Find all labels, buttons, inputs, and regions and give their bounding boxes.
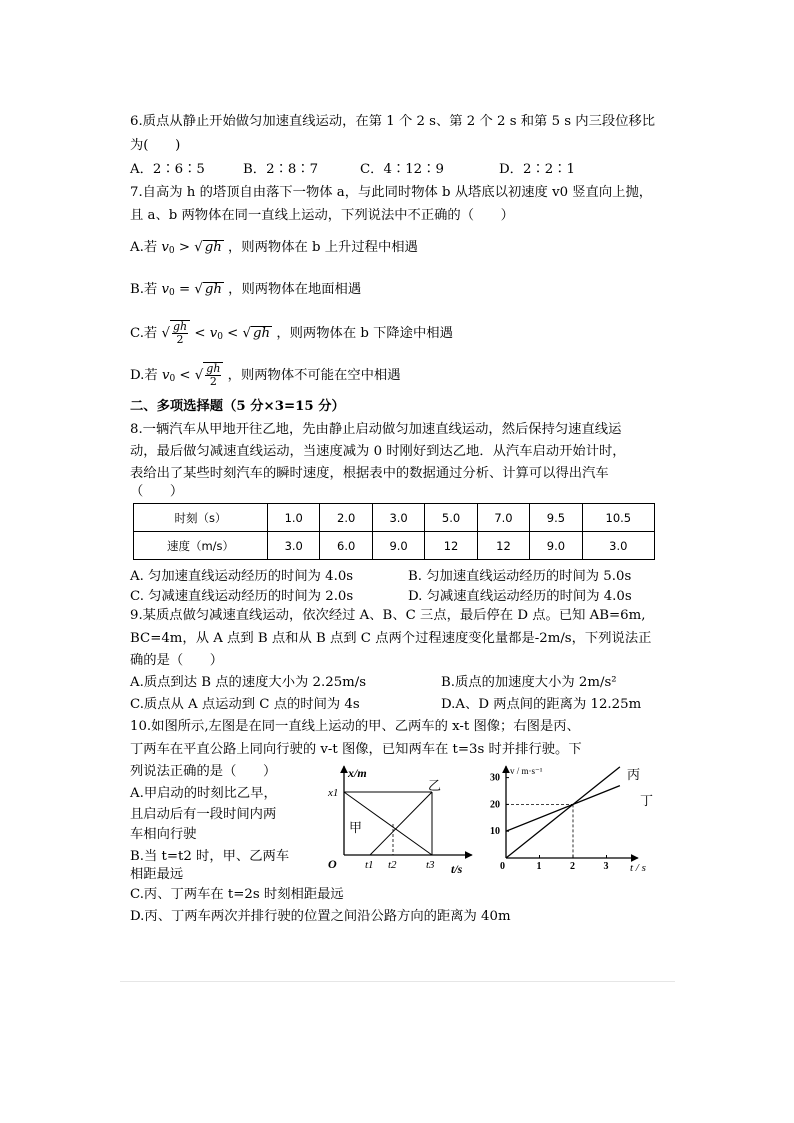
- q8-option-c: C. 匀减速直线运动经历的时间为 2.0s: [130, 589, 354, 604]
- q10-option-b-line2: 相距最远: [130, 867, 184, 882]
- vt-y-tick-label: 30: [490, 772, 500, 784]
- vt-x-tick-label: 2: [570, 861, 575, 872]
- table-cell: 6.0: [320, 532, 372, 560]
- q8-line3: 表给出了某些时刻汽车的瞬时速度，根据表中的数据通过分析、计算可以得出汽车: [130, 466, 609, 481]
- q6-option-c: C．4∶12∶9: [360, 162, 444, 177]
- q7-a-formula: $v_0$ > √ gh: [161, 240, 222, 256]
- q8-line4: （ ）: [130, 484, 184, 499]
- xt-series-yi-line: [370, 792, 432, 855]
- table-cell: 3.0: [268, 532, 320, 560]
- section2-title: 二、多项选择题（5 分×3=15 分）: [130, 399, 345, 414]
- xt-series-yi-label: 乙: [428, 778, 442, 793]
- q10-option-d: D.丙、丁两车两次并排行驶的位置之间沿公路方向的距离为 40m: [130, 909, 511, 924]
- q7-c-formula: √ $\frac{gh}{2}$ < $v_0$ < √ gh: [161, 320, 271, 346]
- vt-x-tick-label: 0: [500, 861, 505, 872]
- q8-option-b: B. 匀加速直线运动经历的时间为 5.0s: [408, 569, 632, 584]
- q8-option-d: D. 匀减速直线运动经历的时间为 4.0s: [408, 589, 632, 604]
- q7-b-formula: $v_0$ = √ gh: [161, 282, 222, 298]
- q6-option-d: D．2∶2∶1: [499, 162, 575, 177]
- footer-divider: [120, 981, 675, 982]
- xt-x-label: t/s: [451, 862, 463, 876]
- q7-line2: 且 a、b 两物体在同一直线上运动，下列说法中不正确的（ ）: [130, 208, 514, 223]
- vt-series-bing-label: 丙: [627, 767, 641, 782]
- q7-line1: 7.自高为 h 的塔顶自由落下一物体 a，与此同时物体 b 从塔底以初速度 v0 竖直向上抛，: [130, 185, 653, 200]
- q7-a-prefix: A.若: [130, 240, 158, 255]
- table-row: [134, 532, 655, 560]
- xt-origin-label: O: [328, 857, 337, 871]
- vt-series-bing-line: [506, 767, 620, 858]
- q10-line2: 丁两车在平直公路上同向行驶的 v-t 图像，已知两车在 t=3s 时并排行驶。下: [130, 742, 582, 757]
- q9-option-c: C.质点从 A 点运动到 C 点的时间为 4s: [130, 697, 360, 712]
- q6-option-a: A．2∶6∶5: [130, 162, 205, 177]
- table-cell: 9.0: [372, 532, 424, 560]
- q8-line2: 动，最后做匀减速直线运动，当速度减为 0 时刚好到达乙地．从汽车启动开始计时，: [130, 444, 626, 459]
- q7-option-a: [130, 239, 418, 260]
- xt-chart: [322, 760, 477, 876]
- table-cell: 2.0: [320, 504, 372, 532]
- xt-x-tick-t1: t1: [365, 859, 374, 871]
- q7-d-prefix: D.若: [130, 368, 158, 383]
- table-cell: 5.0: [425, 504, 477, 532]
- q9-option-b: B.质点的加速度大小为 2m/s²: [441, 675, 617, 690]
- q10-line1: 10.如图所示,左图是在同一直线上运动的甲、乙两车的 x-t 图像；右图是丙、: [130, 719, 580, 734]
- q7-c-prefix: C.若: [130, 326, 158, 341]
- table-cell: 速度（m/s）: [134, 532, 268, 560]
- vt-series-ding-label: 丁: [640, 793, 654, 808]
- q8-option-a: A. 匀加速直线运动经历的时间为 4.0s: [130, 569, 354, 584]
- xt-y-label: x/m: [348, 766, 367, 780]
- table-cell: 3.0: [582, 532, 654, 560]
- q7-option-c: [130, 320, 453, 346]
- table-cell: 10.5: [582, 504, 654, 532]
- q7-option-b: [130, 281, 361, 302]
- xt-x-tick-t2: t2: [388, 859, 397, 871]
- vt-x-tick-label: 3: [603, 861, 609, 872]
- vt-y-tick-label: 20: [490, 799, 500, 811]
- table-cell: 7.0: [477, 504, 529, 532]
- xt-x-tick-t3: t3: [426, 859, 435, 871]
- table-cell: 3.0: [372, 504, 424, 532]
- xt-y-tick-x1: x1: [328, 787, 339, 799]
- q9-line2: BC=4m，从 A 点到 B 点和从 B 点到 C 点两个过程速度变化量都是-2m/s，下列说法正: [130, 631, 652, 646]
- q7-d-suffix: ，则两物体不可能在空中相遇: [227, 368, 401, 383]
- q7-c-suffix: ，则两物体在 b 下降途中相遇: [276, 326, 453, 341]
- table-cell: 9.0: [530, 532, 582, 560]
- q6-line1: 6.质点从静止开始做匀加速直线运动，在第 1 个 2 s、第 2 个 2 s 和第 5 s 内三段位移比: [130, 114, 656, 129]
- table-cell: 9.5: [530, 504, 582, 532]
- table-row: [134, 504, 655, 532]
- q7-a-suffix: ，则两物体在 b 上升过程中相遇: [228, 240, 418, 255]
- q10-line3: 列说法正确的是（ ）: [130, 764, 277, 779]
- xt-series-jia-label: 甲: [349, 820, 363, 835]
- vt-y-label: v / m·s⁻¹: [510, 766, 543, 776]
- vt-x-label: t / s: [630, 862, 646, 874]
- q9-line1: 9.某质点做匀减速直线运动，依次经过 A、B、C 三点，最后停在 D 点。已知 AB=6m,: [130, 608, 646, 623]
- q7-b-suffix: ，则两物体在地面相遇: [228, 282, 362, 297]
- vt-series-ding-line: [506, 786, 620, 832]
- vt-x-tick-label: 1: [536, 861, 542, 872]
- q10-option-a-line1: A.甲启动的时刻比乙早，: [130, 786, 277, 801]
- vt-y-tick-label: 10: [490, 826, 500, 838]
- q8-table: [133, 503, 655, 560]
- table-cell: 时刻（s）: [134, 504, 268, 532]
- q10-option-b-line1: B.当 t=t2 时，甲、乙两车: [130, 849, 290, 864]
- q7-b-prefix: B.若: [130, 282, 158, 297]
- q9-line3: 确的是（ ）: [130, 653, 224, 668]
- table-cell: 12: [477, 532, 529, 560]
- q7-option-d: [130, 362, 401, 388]
- q9-option-a: A.质点到达 B 点的速度大小为 2.25m/s: [130, 675, 367, 690]
- q7-d-formula: $v_0$ < √ $\frac{gh}{2}$: [162, 368, 223, 383]
- q10-option-c: C.丙、丁两车在 t=2s 时刻相距最远: [130, 887, 344, 902]
- q8-line1: 8.一辆汽车从甲地开往乙地，先由静止启动做匀加速直线运动，然后保持匀速直线运: [130, 422, 622, 437]
- q10-option-a-line2: 且启动后有一段时间内两: [130, 807, 277, 822]
- q10-option-a-line3: 车相向行驶: [130, 827, 197, 842]
- q6-option-b: B．2∶8∶7: [243, 162, 319, 177]
- q6-line2: 为( ): [130, 138, 181, 153]
- table-cell: 1.0: [268, 504, 320, 532]
- vt-chart: [488, 760, 668, 876]
- q9-option-d: D.A、D 两点间的距离为 12.25m: [441, 697, 642, 712]
- table-cell: 12: [425, 532, 477, 560]
